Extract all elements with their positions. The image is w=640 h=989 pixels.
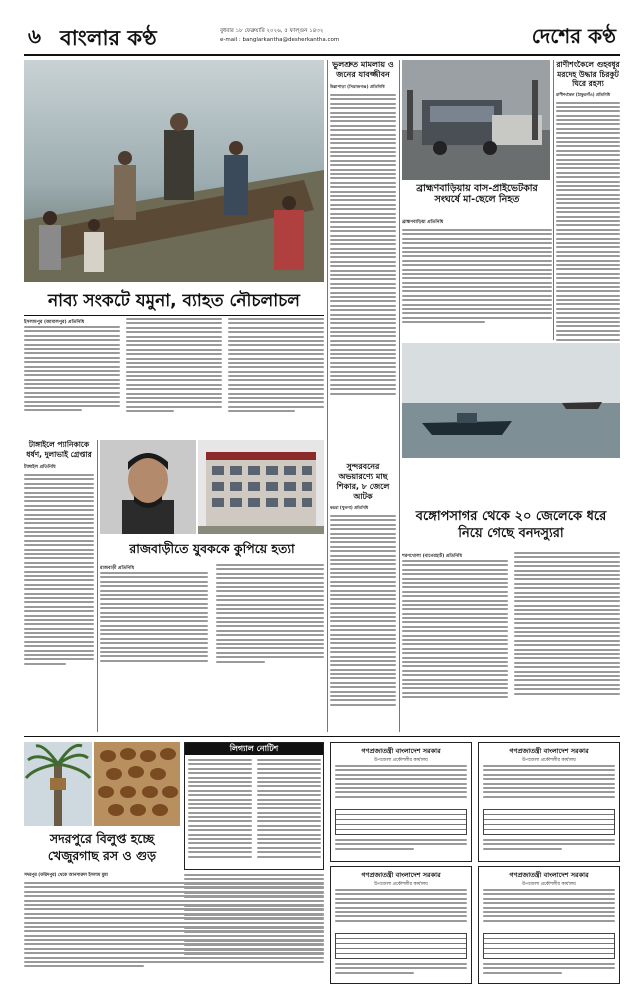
tender-title: গণপ্রজাতন্ত্রী বাংলাদেশ সরকার [361, 871, 441, 879]
lead-rule [24, 315, 324, 316]
column-rule-4 [97, 440, 98, 732]
masthead-rule [24, 54, 620, 56]
lead-col-2 [126, 318, 222, 415]
legal-notice-extended [184, 874, 324, 982]
page-number: ৬ [28, 24, 42, 48]
bus-story-body [402, 218, 552, 338]
tender-title: গণপ্রজাতন্ত্রী বাংলাদেশ সরকার [509, 747, 589, 755]
sadarpur-story-headline: সদরপুরে বিলুপ্ত হচ্ছে খেজুরগাছ রস ও গুড় [47, 831, 157, 863]
date-line: বুধবার ১৮ ফেব্রুয়ারি ২০২৬, ৫ ফাল্গুন ১৪৩২ [220, 28, 324, 34]
sundarban-story-byline: কয়রা (খুলনা) প্রতিনিধি [330, 505, 369, 510]
column-rule-2 [399, 60, 400, 732]
bay-story-headline: বঙ্গোপসাগর থেকে ২০ জেলেকে ধরে নিয়ে গেছে বনদস্যুরা [415, 509, 607, 541]
tender-table [483, 809, 615, 835]
sundarban-story-headline: সুন্দরবনের অভয়ারণ্যে মাছ শিকার, ৮ জেলে আটক [336, 462, 390, 501]
victim-portrait [100, 440, 196, 534]
jaggery-photo [94, 742, 180, 826]
tender-notice-2 [478, 742, 620, 862]
bay-story-byline: শরণখোলা (বাগেরহাট) প্রতিনিধি [402, 554, 463, 559]
bus-crash-photo [402, 60, 550, 180]
rajbari-story-byline: রাজবাড়ী প্রতিনিধি [100, 566, 135, 571]
lead-headline: নাব্য সংকটে যমুনা, ব্যাহত নৌচলাচল [48, 291, 300, 311]
tender-subtitle: উপজেলা প্রকৌশলীর কার্যালয় [522, 758, 576, 763]
tangail-story-byline: টাঙ্গাইল প্রতিনিধি [24, 465, 56, 470]
mid-story-byline: উল্লাপাড়া (সিরাজগঞ্জ) প্রতিনিধি [330, 84, 385, 89]
right-story-byline: রাণীশংকৈল (ঠাকুরগাঁও) প্রতিনিধি [556, 91, 610, 97]
sundarban-story [330, 462, 396, 732]
tender-subtitle: উপজেলা প্রকৌশলীর কার্যালয় [374, 882, 428, 887]
rajbari-story-body [100, 564, 324, 684]
sea-boat-photo [402, 343, 620, 458]
tender-table [483, 933, 615, 959]
tender-title: গণপ্রজাতন্ত্রী বাংলাদেশ সরকার [509, 871, 589, 879]
legal-notice-title: লিগ্যাল নোটিশ [185, 743, 323, 755]
rajbari-story-headline: রাজবাড়ীতে যুবককে কুপিয়ে হত্যা [129, 541, 295, 556]
tender-table [335, 933, 467, 959]
mid-page-rule [24, 736, 620, 737]
tender-notice-1 [330, 742, 472, 862]
right-story [556, 60, 620, 380]
building-photo [198, 440, 324, 534]
section-title: দেশের কণ্ঠ [531, 24, 616, 48]
date-palm-photo [24, 742, 92, 826]
tender-subtitle: উপজেলা প্রকৌশলীর কার্যালয় [374, 758, 428, 763]
tender-notice-4 [478, 866, 620, 984]
right-story-headline: রাণীশংকৈলে গুহবধূর মরদেহ উদ্ধার চিরকুট ঘিরে রহস্য [556, 60, 620, 88]
tangail-story [24, 440, 94, 730]
bus-story-headline: ব্রাহ্মণবাড়িয়ায় বাস-প্রাইভেটকার সংঘর্ষে মা-ছেলে নিহত [416, 183, 538, 205]
tender-title: গণপ্রজাতন্ত্রী বাংলাদেশ সরকার [361, 747, 441, 755]
email-line: e-mail : banglarkantha@desherkantha.com [220, 37, 340, 43]
column-rule-3 [553, 60, 554, 340]
masthead [24, 22, 620, 52]
tender-subtitle: উপজেলা প্রকৌশলীর কার্যালয় [522, 882, 576, 887]
bus-story-byline: ব্রাহ্মণবাড়িয়া প্রতিনিধি [402, 220, 444, 225]
tangail-story-headline: টাঙ্গাইলে প্যানিকাকে ধর্ষণ, দুলাভাই গ্রেপ্তার [26, 440, 92, 459]
lead-body [24, 318, 324, 436]
mid-story [330, 60, 396, 460]
mid-story-headline: ভুলশ্রুত মামলায় ও জনের যাবজ্জীবন [332, 60, 394, 79]
column-rule-1 [327, 60, 328, 732]
tender-notice-3 [330, 866, 472, 984]
tender-table [335, 809, 467, 835]
bay-story-body [402, 552, 620, 732]
sadarpur-story-byline: সদরপুর (ফরিদপুর) থেকে আনসারুল ইসলাম মুন্না [24, 873, 108, 878]
lead-byline: ইসলামপুর (জামালপুর) প্রতিনিধি [24, 320, 85, 325]
lead-col-3 [228, 318, 324, 415]
lead-col-1 [24, 326, 120, 414]
legal-notice [184, 742, 324, 870]
lead-photo-boat [24, 60, 324, 282]
paper-name: বাংলার কণ্ঠ [60, 25, 157, 50]
